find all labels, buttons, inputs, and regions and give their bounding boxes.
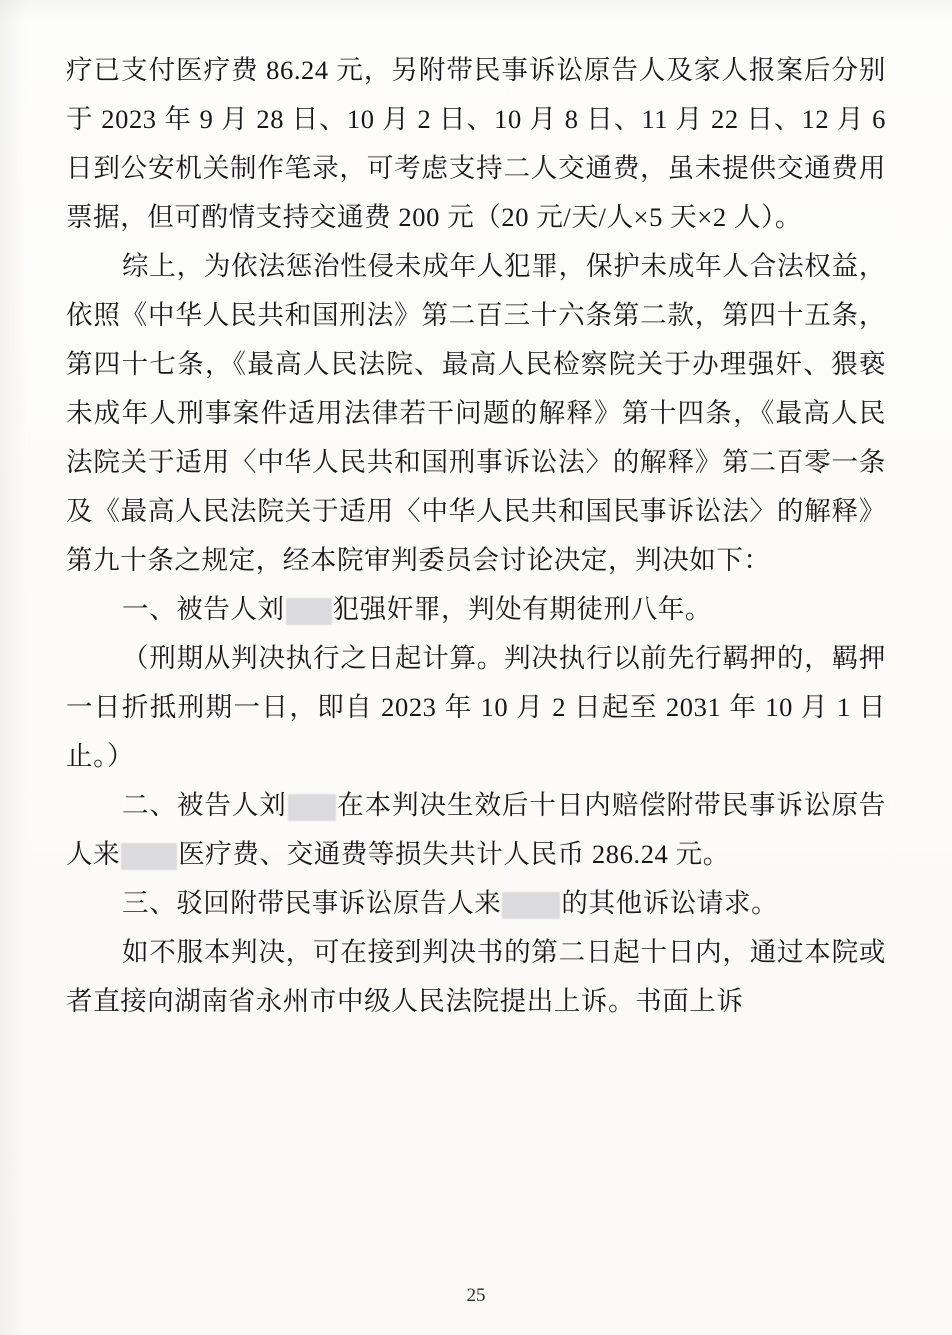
paragraph-p1 bbox=[66, 46, 894, 242]
paragraph-p4 bbox=[66, 634, 886, 781]
page-text-body bbox=[66, 46, 894, 1246]
redacted-name-block bbox=[286, 598, 332, 625]
text-run: 的其他诉讼请求。 bbox=[561, 888, 779, 918]
text-run: 医疗费、交通费等损失共计人民币 286.24 元。 bbox=[178, 839, 730, 869]
scan-edge-shadow-left bbox=[0, 0, 26, 1335]
redacted-name-block bbox=[288, 794, 336, 821]
text-run: （刑期从判决执行之日起计算。判决执行以前先行羁押的，羁押一日折抵刑期一日，即自 2023 年 10 月 2 日起至 2031 年 10 月 1 日止。） bbox=[66, 643, 886, 771]
redacted-name-block bbox=[502, 892, 560, 919]
text-run: 如不服本判决，可在接到判决书的第二日起十日内，通过本院或者直接向湖南省永州市中级人民法院提出上诉。书面上诉 bbox=[66, 937, 886, 1016]
paragraph-p7 bbox=[66, 928, 886, 1026]
judgment-text bbox=[66, 46, 894, 1026]
text-run: 三、驳回附带民事诉讼原告人来 bbox=[122, 888, 502, 918]
text-run: 犯强奸罪，判处有期徒刑八年。 bbox=[332, 594, 713, 624]
text-run: 一、被告人刘 bbox=[122, 594, 285, 624]
redacted-name-block bbox=[121, 843, 177, 870]
text-run: 疗已支付医疗费 86.24 元，另附带民事诉讼原告人及家人报案后分别于 2023 年 9 月 28 日、10 月 2 日、10 月 8 日、11 月 22 日、12 月 6 日到公安机关制作笔录，可考虑支持二人交通费，虽未提供交通费用票据，但可酌情支持交通费 200 元（20 元/天/人×5 天×2 人）。 bbox=[66, 55, 894, 232]
text-run: 在本判决生效后十日内赔偿附带民事诉讼原告人来 bbox=[66, 790, 887, 869]
paragraph-p5 bbox=[66, 781, 886, 879]
paragraph-p6 bbox=[66, 879, 886, 928]
text-run: 综上，为依法惩治性侵未成年人犯罪，保护未成年人合法权益，依照《中华人民共和国刑法》第二百三十六条第二款，第四十五条，第四十七条，《最高人民法院、最高人民检察院关于办理强奸、猥亵未成年人刑事案件适用法律若干问题的解释》第十四条，《最高人民法院关于适用〈中华人民共和国刑事诉讼法〉的解释》第二百零一条及《最高人民法院关于适用〈中华人民共和国民事诉讼法〉的解释》第九十条之规定，经本院审判委员会讨论决定，判决如下： bbox=[66, 251, 886, 575]
scan-edge-shadow-top bbox=[0, 0, 952, 22]
page-number: 25 bbox=[466, 1285, 486, 1306]
text-run: 二、被告人刘 bbox=[122, 790, 287, 820]
paragraph-p2 bbox=[66, 242, 886, 585]
paragraph-p3 bbox=[66, 585, 886, 634]
